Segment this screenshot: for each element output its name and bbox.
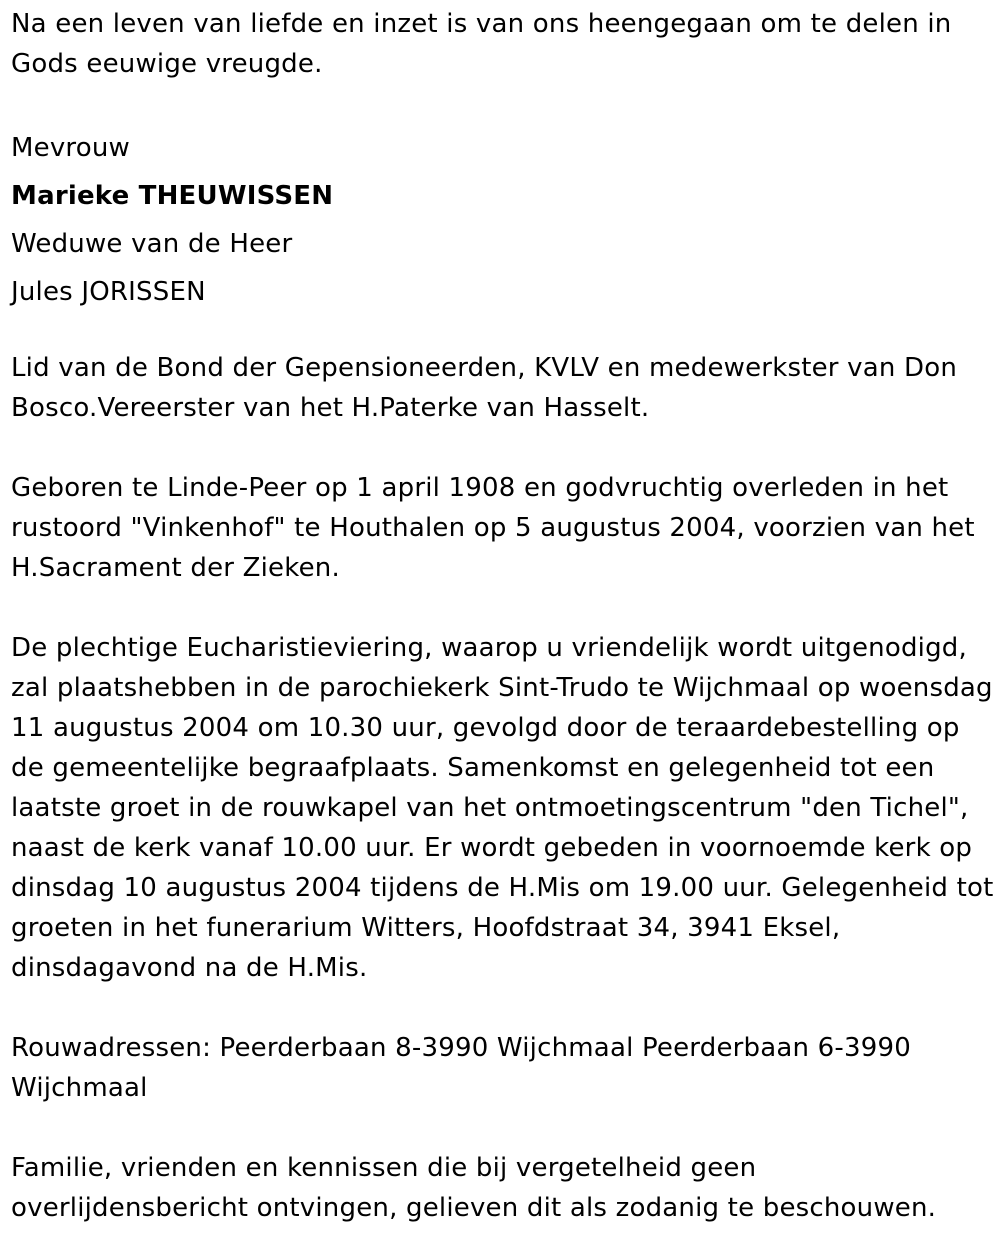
spouse-name: Jules JORISSEN: [11, 277, 206, 307]
ceremony-paragraph: De plechtige Eucharistieviering, waarop u vriendelijk wordt uitgenodigd, zal plaatshebben in de parochiekerk Sint-Trudo te Wijchmaal op woensdag 11 augustus 2004 om 10.30 uur, gevolgd door de teraardebestelling op de gemeentelijke begraafplaats. Samenkomst en gelegenheid tot een laatste groet in de rouwkapel van het ontmoetingscentrum "den Tichel", naast de kerk vanaf 10.00 uur. Er wordt gebeden in voornoemde kerk op dinsdag 10 augustus 2004 tijdens de H.Mis om 19.00 uur. Gelegenheid tot groeten in het funerarium Witters, Hoofdstraat 34, 3941 Eksel, dinsdagavond na de H.Mis.: [11, 633, 994, 983]
spacer: [11, 316, 996, 348]
membership-paragraph: Lid van de Bond der Gepensioneerden, KVLV en medewerkster van Don Bosco.Vereerster van het H.Paterke van Hasselt.: [11, 353, 958, 423]
deceased-name: Marieke THEUWISSEN: [11, 181, 334, 211]
intro-paragraph: Na een leven van liefde en inzet is van ons heengegaan om te delen in Gods eeuwige vreugde.: [11, 9, 952, 79]
spacer: [11, 84, 996, 124]
honorific: Mevrouw: [11, 133, 130, 163]
closing-paragraph: Familie, vrienden en kennissen die bij vergetelheid geen overlijdensbericht ontvingen, gelieven dit als zodanig te beschouwen.: [11, 1153, 937, 1223]
spacer: [11, 988, 996, 1028]
relation-line: Weduwe van de Heer: [11, 229, 293, 259]
spacer: [11, 1108, 996, 1148]
birth-death-paragraph: Geboren te Linde-Peer op 1 april 1908 en godvruchtig overleden in het rustoord "Vinkenhof" te Houthalen op 5 augustus 2004, voorzien van het H.Sacrament der Zieken.: [11, 473, 975, 583]
spacer: [11, 428, 996, 468]
spacer: [11, 588, 996, 628]
addresses-paragraph: Rouwadressen: Peerderbaan 8-3990 Wijchmaal Peerderbaan 6-3990 Wijchmaal: [11, 1033, 911, 1103]
obituary-document: [11, 4, 996, 1228]
